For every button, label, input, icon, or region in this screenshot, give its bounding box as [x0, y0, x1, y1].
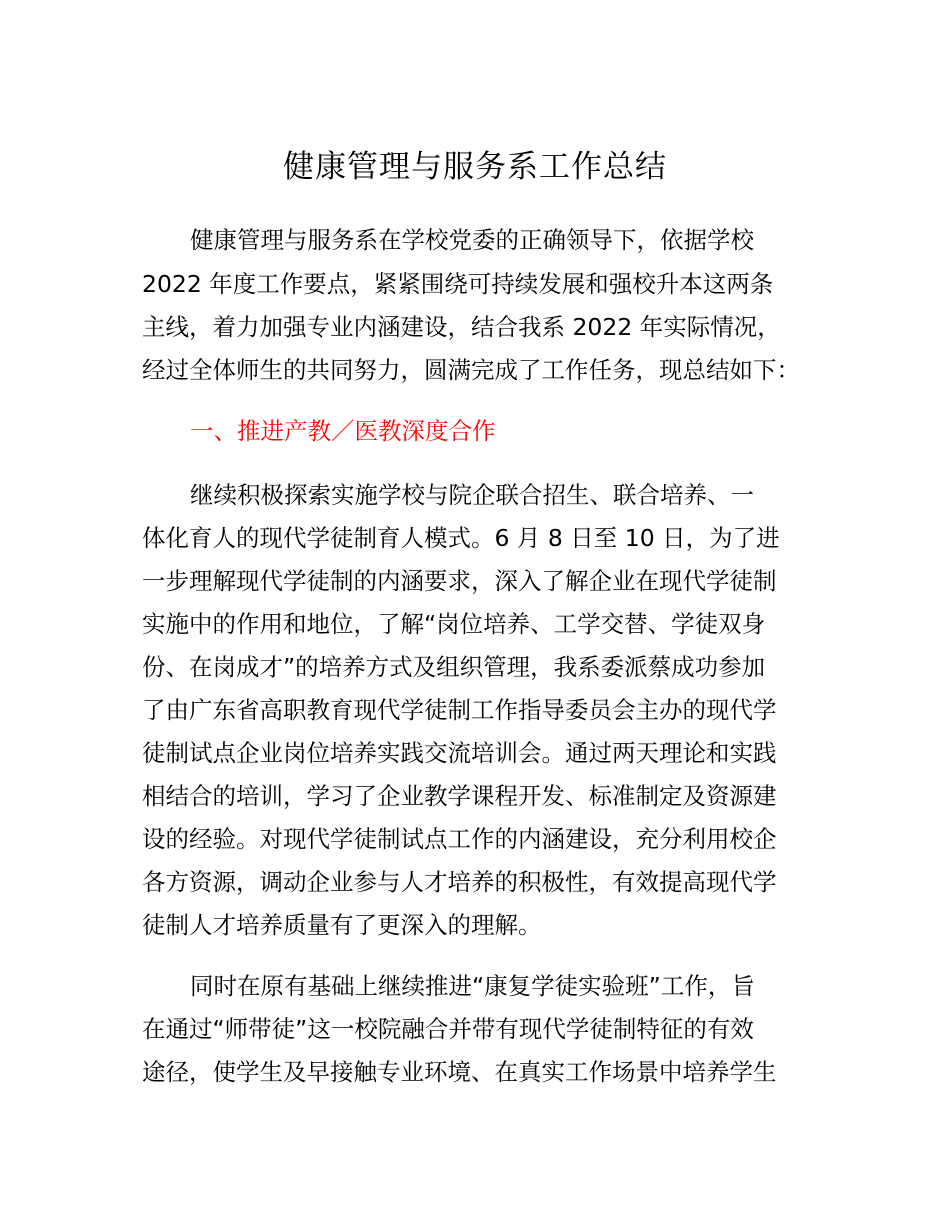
para1-line-1: 继续积极探索实施学校与院企联合招生、联合培养、一: [190, 481, 754, 509]
para1-line-3: 一步理解现代学徒制的内涵要求，深入了解企业在现代学徒制: [142, 567, 777, 595]
para1-line-8: 相结合的培训，学习了企业教学课程开发、标准制定及资源建: [142, 782, 777, 810]
para1-line-9: 设的经验。对现代学徒制试点工作的内涵建设，充分利用校企: [142, 825, 777, 853]
intro-line-1: 健康管理与服务系在学校党委的正确领导下，依据学校: [190, 226, 754, 254]
intro-line-2: 2022 年度工作要点，紧紧围绕可持续发展和强校升本这两条: [142, 270, 774, 298]
para1-line-7: 徒制试点企业岗位培养实践交流培训会。通过两天理论和实践: [142, 739, 777, 767]
intro-line-4: 经过全体师生的共同努力，圆满完成了工作任务，现总结如下：: [142, 356, 800, 384]
para1-line-11: 徒制人才培养质量有了更深入的理解。: [142, 911, 542, 939]
intro-line-3: 主线，着力加强专业内涵建设，结合我系 2022 年实际情况，: [142, 313, 781, 341]
para1-line-6: 了由广东省高职教育现代学徒制工作指导委员会主办的现代学: [142, 696, 777, 724]
para1-line-4: 实施中的作用和地位，了解“岗位培养、工学交替、学徒双身: [142, 610, 766, 638]
para2-line-1: 同时在原有基础上继续推进“康复学徒实验班”工作，旨: [190, 972, 755, 1000]
para2-line-3: 途径，使学生及早接触专业环境、在真实工作场景中培养学生: [142, 1058, 777, 1086]
para1-line-5: 份、在岗成才”的培养方式及组织管理，我系委派蔡成功参加: [142, 653, 766, 681]
section-heading-1: 一、推进产教／医教深度合作: [190, 417, 496, 445]
document-title: 健康管理与服务系工作总结: [283, 149, 667, 185]
para2-line-2: 在通过“师带徒”这一校院融合并带有现代学徒制特征的有效: [142, 1015, 754, 1043]
para1-line-10: 各方资源，调动企业参与人才培养的积极性，有效提高现代学: [142, 868, 777, 896]
para1-line-2: 体化育人的现代学徒制育人模式。6 月 8 日至 10 日，为了进: [142, 524, 780, 552]
